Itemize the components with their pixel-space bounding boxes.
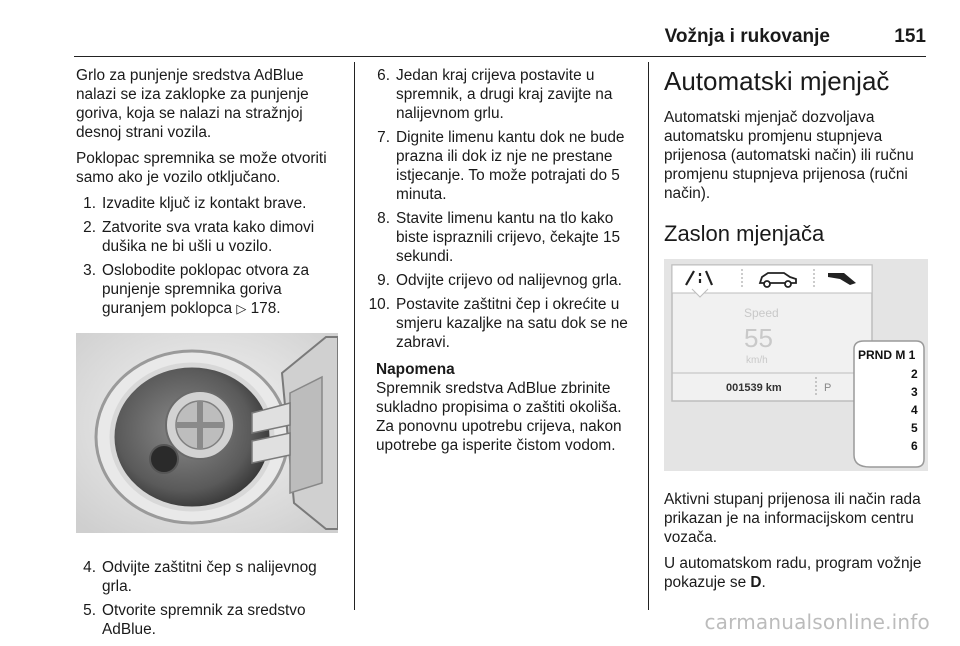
step-text: Oslobodite poklopac otvora za punjenje spremnika goriva guranjem poklopca xyxy=(102,262,310,317)
section-title: Automatski mjenjač xyxy=(664,66,890,96)
fuel-filler-photo xyxy=(76,333,338,533)
header-title: Vožnja i rukovanje xyxy=(664,26,830,47)
drive-mode-letter: D xyxy=(750,574,762,591)
page-reference[interactable]: 178. xyxy=(250,300,281,317)
note-heading: Napomena xyxy=(376,361,455,378)
column-divider xyxy=(354,62,355,610)
gear-number: 6 xyxy=(911,439,918,453)
step-number: 3. xyxy=(83,262,96,279)
gear-number: 5 xyxy=(911,421,918,435)
transmission-display-illustration xyxy=(664,259,928,471)
paragraph xyxy=(664,554,928,592)
paragraph: Automatski mjenjač dozvoljava automatsku promjenu stupnjeva prijenosa (automatski način) ili ručnu promjenu stupnjeva prijenosa (ručni način). xyxy=(664,109,914,202)
step-text: Stavite limenu kantu na tlo kako biste ispraznili crijevo, čekajte 15 sekundi. xyxy=(396,210,621,265)
step-number: 6. xyxy=(377,67,390,84)
list-item xyxy=(76,194,338,213)
list-item xyxy=(372,66,636,123)
gear-number: 4 xyxy=(911,403,918,417)
steps-list xyxy=(76,194,338,318)
paragraph: Poklopac spremnika se može otvoriti samo ako je vozilo otključano. xyxy=(76,150,327,186)
list-item xyxy=(76,218,338,256)
list-item xyxy=(76,558,338,596)
step-number: 10. xyxy=(368,296,390,313)
odometer-readout: 001539 km xyxy=(726,382,782,394)
gear-number: 2 xyxy=(911,367,918,381)
speed-unit: km/h xyxy=(746,355,768,366)
subsection-title: Zaslon mjenjača xyxy=(664,221,825,246)
paragraph-text: U automatskom radu, program vožnje pokazuje se xyxy=(664,555,922,591)
paragraph-end: . xyxy=(761,574,766,591)
page-number: 151 xyxy=(894,26,926,47)
step-text: Odvijte zaštitni čep s nalijevnog grla. xyxy=(102,559,317,595)
column-1 xyxy=(76,66,338,646)
list-item xyxy=(368,295,636,352)
list-item xyxy=(76,601,338,639)
column-2 xyxy=(368,66,636,455)
steps-list xyxy=(368,66,636,352)
list-item xyxy=(76,261,338,318)
step-text: Dignite limenu kantu dok ne bude prazna ili dok iz nje ne prestane istjecanje. To može potrajati do 5 minuta. xyxy=(396,129,625,203)
column-3 xyxy=(664,66,928,599)
step-number: 4. xyxy=(83,559,96,576)
step-text: Zatvorite sva vrata kako dimovi dušika ne bi ušli u vozilo. xyxy=(102,219,315,255)
step-text: Izvadite ključ iz kontakt brave. xyxy=(102,195,307,212)
paragraph: Aktivni stupanj prijenosa ili način rada prikazan je na informacijskom centru vozača. xyxy=(664,491,921,546)
step-text: Jedan kraj crijeva postavite u spremnik, a drugi kraj zavijte na nalijevnom grlu. xyxy=(396,67,613,122)
gear-indicator: P xyxy=(824,382,832,394)
page-header xyxy=(74,26,926,57)
list-item xyxy=(372,271,636,290)
column-divider xyxy=(648,62,649,610)
step-text: Otvorite spremnik za sredstvo AdBlue. xyxy=(102,602,306,638)
speed-label: Speed xyxy=(744,306,779,320)
step-number: 5. xyxy=(83,602,96,619)
gear-number: 3 xyxy=(911,385,918,399)
step-number: 1. xyxy=(83,195,96,212)
step-number: 9. xyxy=(377,272,390,289)
list-item xyxy=(372,128,636,204)
note-text: Spremnik sredstva AdBlue zbrinite sukladno propisima o zaštiti okoliša. Za ponovnu upotrebu crijeva, nakon upotrebe ga isperite čistom vodom. xyxy=(376,380,622,454)
step-text: Odvijte crijevo od nalijevnog grla. xyxy=(396,272,622,289)
list-item xyxy=(372,209,636,266)
step-text: Postavite zaštitni čep i okrećite u smjeru kazaljke na satu dok se ne zabravi. xyxy=(396,296,628,351)
step-number: 7. xyxy=(377,129,390,146)
speed-value: 55 xyxy=(744,323,773,353)
paragraph: Grlo za punjenje sredstva AdBlue nalazi se iza zaklopke za punjenje goriva, koja se nalazi na stražnjoj desnoj strani vozila. xyxy=(76,67,309,141)
note-block xyxy=(372,360,636,455)
step-number: 8. xyxy=(377,210,390,227)
prnd-label: PRND M 1 xyxy=(858,348,916,362)
steps-list-continued xyxy=(76,558,338,639)
watermark: carmanualsonline.info xyxy=(704,610,930,634)
page-reference-icon: ▷ xyxy=(236,301,247,316)
step-number: 2. xyxy=(83,219,96,236)
